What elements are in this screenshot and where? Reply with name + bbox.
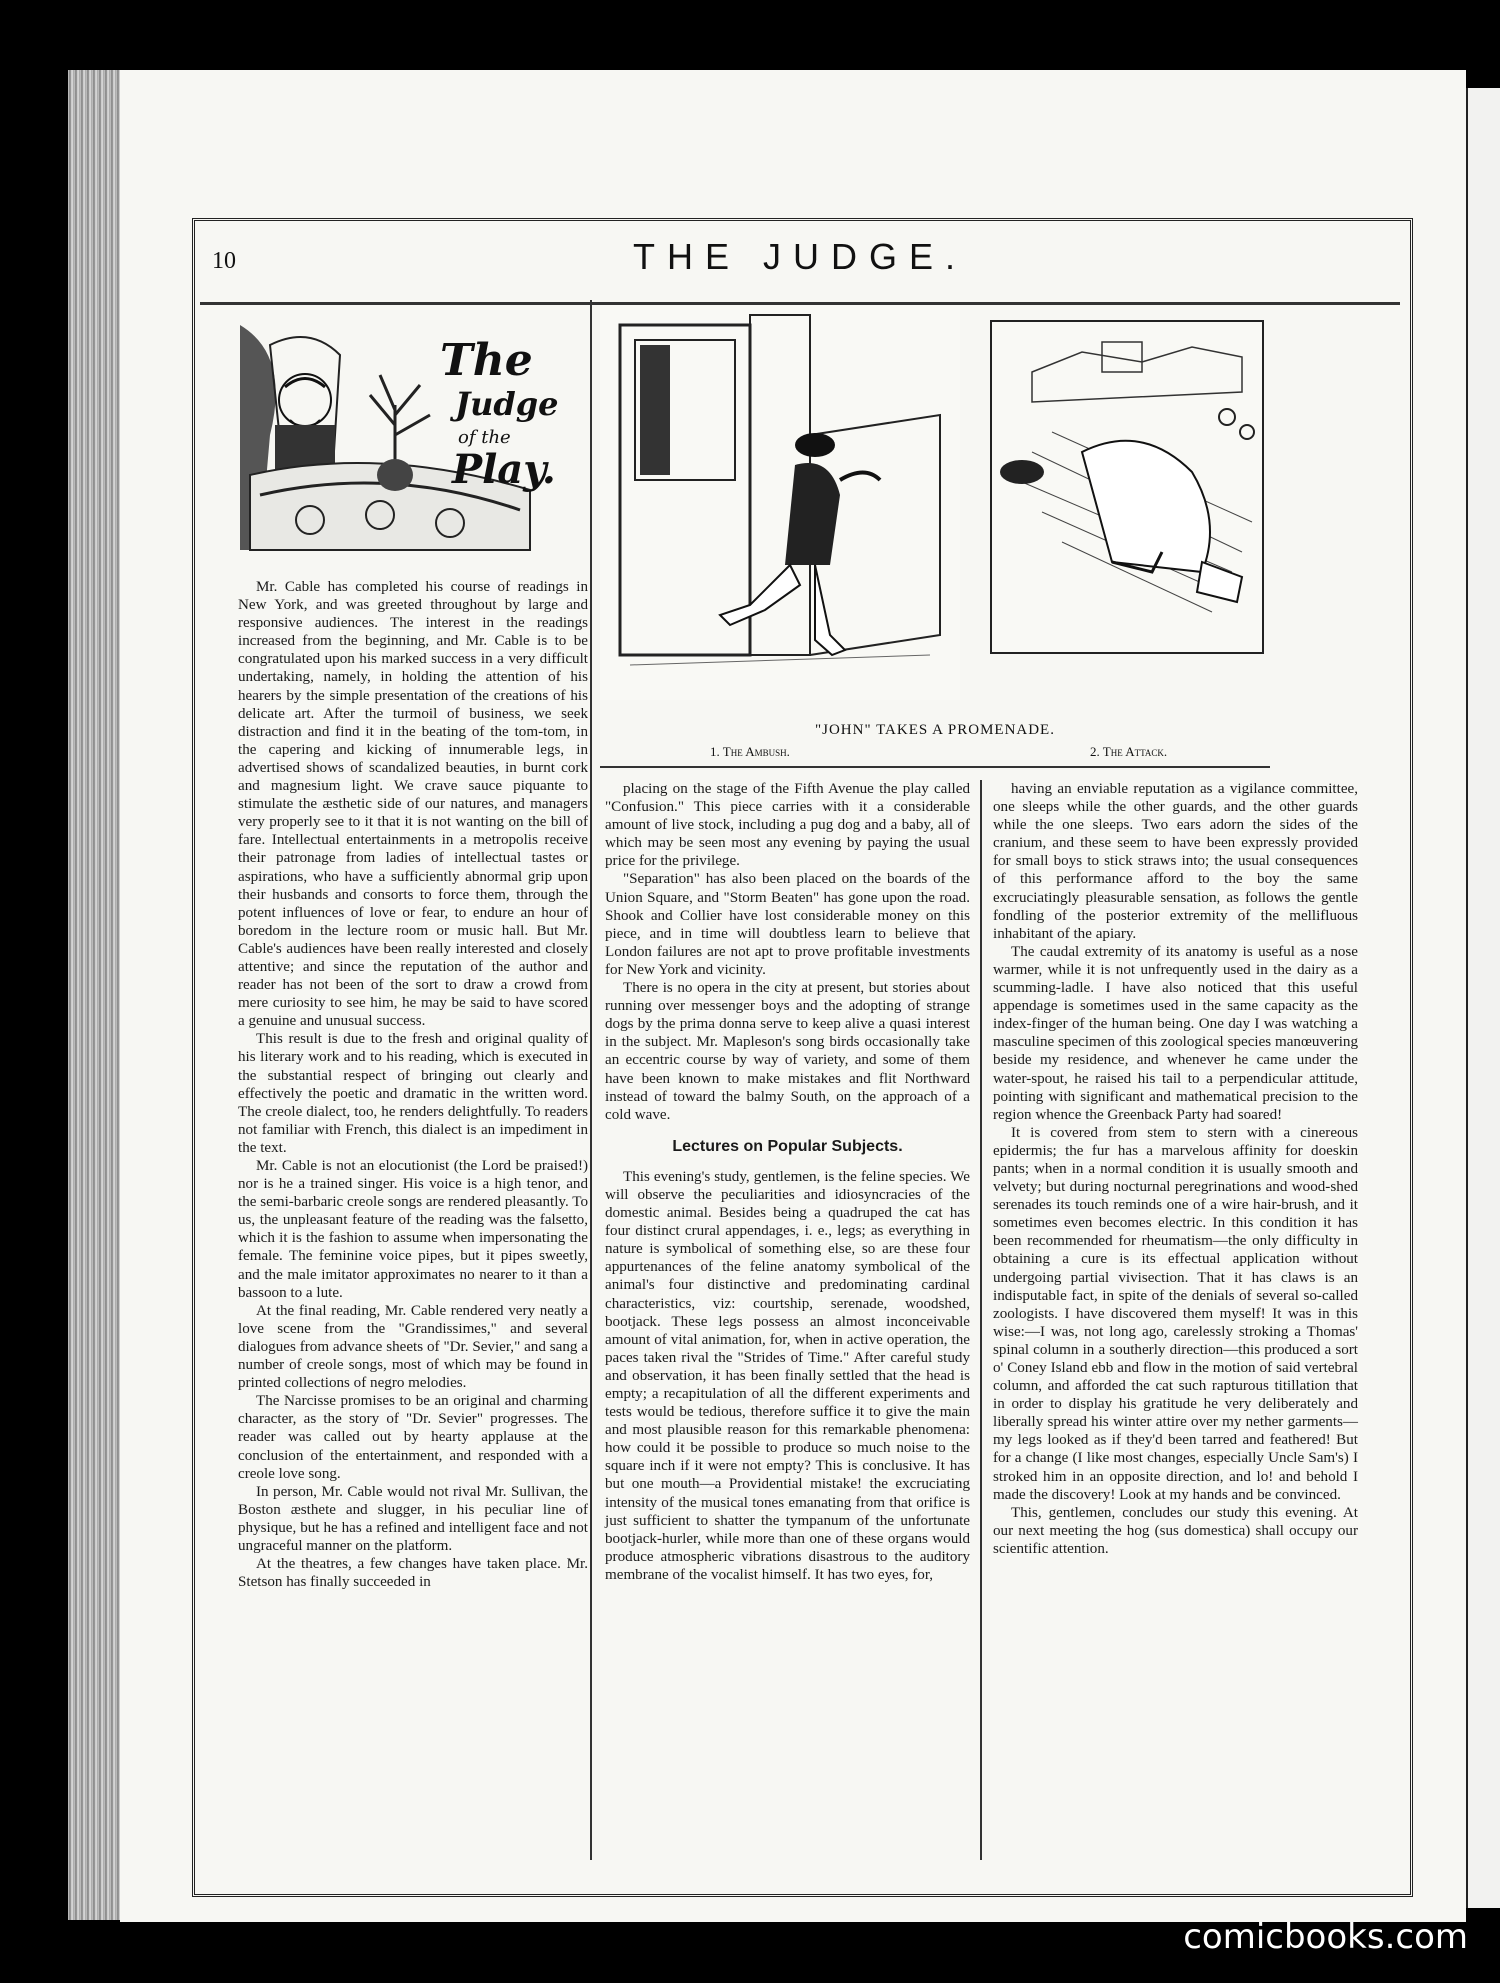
caption-rule	[600, 766, 1270, 768]
cartoon-title: "JOHN" TAKES A PROMENADE.	[815, 722, 1055, 738]
cartoon-caption-1: 1. The Ambush.	[710, 744, 790, 759]
column-1	[238, 578, 588, 1591]
cartoon-panel-ambush	[600, 305, 960, 700]
adjacent-page-edge	[1466, 88, 1500, 1908]
page-header	[200, 228, 1400, 298]
column-rule-1	[590, 300, 592, 1860]
column-rule-2	[980, 780, 982, 1860]
col3-paragraph: The caudal extremity of its anatomy is useful as a nose warmer, while it is not unfrequently used in the dairy as a scumming-ladle. I have also noticed that this useful appendage is sometimes used in the same capacity as the index-finger of the human being. One day I was watching a masculine specimen of this zoological species manœuvering beside my residence, and whenever he came under the water-spout, he raised his tail to a perpendicular attitude, pointing with significant and mathematical precision to the region whence the Greenback Party had soared!	[993, 943, 1358, 1123]
ambush-drawing	[600, 305, 960, 700]
col1-paragraph: Mr. Cable has completed his course of readings in New York, and was greeted throughout by large and responsive audiences. The interest in the readings increased from the beginning, and Mr. Cable is to be congratulated upon his marked success in a very difficult undertaking, namely, in holding the attention of his hearers by the simple presentation of the creations of his delicate art. After the turmoil of business, we seek distraction and find it in the beating of the tom-tom, in the capering and kicking of innumerable legs, in advertised shows of scandalized beauties, in burnt cork and magnesium light. We crave sauce piquante to stimulate the æsthetic side of our natures, and managers very properly see to it that it is not wanting on the bill of fare. Intellectual entertainments in a metropolis receive their patronage from ladies of intellectual tastes or aspirations, who have a sufficiently abnormal grip upon their husbands and consorts to force them, through the potent influences of love or fear, to endure an hour of boredom in the lecture room or music hall. But Mr. Cable's audiences have been really interested and closely attentive; and since the reputation of the author and reader has not been of the sort to draw a crowd from mere curiosity to see him, he may be said to have scored a genuine and unusual success.	[238, 579, 588, 1030]
col3-paragraph: having an enviable reputation as a vigilance committee, one sleeps while the other guards, and the other guards while the one sleeps. Two ears adorn the sides of the cranium, and these seem to have been expressly provided for small boys to stick straws into; the usual consequences of this performance afford to the boy the same excruciatingly pleasurable sensation, as follows the gentle fondling of the posterior extremity of the mellifluous inhabitant of the apiary.	[993, 781, 1358, 942]
col1-paragraph: This result is due to the fresh and original quality of his literary work and to his reading, which is executed in the substantial respect of bringing out clearly and effectively the poetic and dramatic in the written word. The creole dialect, too, he renders delightfully. To readers not familiar with French, this dialect is an impediment in the text.	[238, 1031, 588, 1156]
svg-text:Play.: Play.	[452, 446, 556, 493]
masthead-title: THE JUDGE.	[632, 236, 967, 277]
cartoon-panel-attack	[990, 320, 1264, 654]
col2-paragraph: There is no opera in the city at present, but stories about running over messenger boys and the adopting of strange dogs by the prima donna serve to keep alive a quasi interest in the subject. Mr. Mapleson's song birds occasionally take an eccentric course by way of variety, and some of them have been known to make mistakes and flit Northward instead of toward the balmy South, on the approach of a cold wave.	[605, 980, 970, 1123]
page-number: 10	[212, 248, 236, 274]
column-2	[605, 780, 970, 1584]
col3-paragraph: This, gentlemen, concludes our study this evening. At our next meeting the hog (sus domestica) shall occupy our scientific attention.	[993, 1504, 1358, 1557]
col1-paragraph: The Narcisse promises to be an original and charming character, as the story of "Dr. Sevier" progresses. The reader was called out by hearty applause at the conclusion of the entertainment, and responded with a creole love song.	[238, 1393, 588, 1482]
lecture-paragraph: This evening's study, gentlemen, is the feline species. We will observe the peculiarities and idiosyncracies of the domestic animal. Besides being a quadruped the cat has four distinct crural appendages, i. e., legs; as everything in nature is symbolical of something else, so are these four appurtenances of the feline anatomy symbolical of the animal's four distinctive and predominating cardinal characteristics, viz: courtship, serenade, woodshed, bootjack. These legs possess an almost inconceivable amount of vital animation, for, when in active operation, the paces taken rival the "Strides of Time." After careful study and observation, it has been finally settled that the head is empty; a recapitulation of all the different experiments and tests would be tedious, therefore suffice it to give the main and most plausible reason for this remarkable phenomena: how could it be possible to produce so much noise to the square inch if it were not empty? This is conclusive. It has but one mouth—a Providential mistake! the excruciating intensity of the musical tones emanating from that orifice is just sufficient to shatter the tympanum of the unfortunate bootjack-hurler, while more than one of these organs would produce atmospheric vibrations disastrous to the auditory membrane of the vocalist himself. It has two eyes, for,	[605, 1168, 970, 1583]
cartoon-caption-2: 2. The Attack.	[1090, 744, 1168, 759]
col2-paragraph: "Separation" has also been placed on the boards of the Union Square, and "Storm Beaten" has gone upon the road. Shook and Collier have lost considerable money on this piece, and in time will doubtless learn to believe that London failures are not apt to prove profitable investments for New York and vicinity.	[605, 871, 970, 978]
svg-text:of the: of the	[458, 427, 511, 448]
headpiece-drawing	[230, 315, 560, 555]
book-spine	[68, 70, 120, 1920]
col2-paragraph: placing on the stage of the Fifth Avenue the play called "Confusion." This piece carries with it a considerable amount of live stock, including a pug dog and a baby, all of which may be seen most any evening by paying the usual price for the privilege.	[605, 781, 970, 870]
svg-text:Judge: Judge	[455, 385, 559, 423]
lecture-heading: Lectures on Popular Subjects.	[672, 1137, 903, 1155]
attack-drawing	[992, 322, 1262, 652]
col1-paragraph: At the final reading, Mr. Cable rendered very neatly a love scene from the "Grandissimes," and several dialogues from advance sheets of "Dr. Sevier," and sang a number of creole songs, most of which may be found in printed collections of negro melodies.	[238, 1302, 588, 1392]
col1-paragraph: At the theatres, a few changes have taken place. Mr. Stetson has finally succeeded in	[238, 1556, 588, 1591]
judge-of-the-play-headpiece	[230, 315, 560, 555]
col3-paragraph: It is covered from stem to stern with a cinereous epidermis; the fur has a marvelous affinity for doeskin pants; when in a normal condition it is usually smooth and velvety; but during nocturnal peregrinations and wood-shed serenades its touch reminds one of a wire hair-brush, and it sometimes even becomes electric. In this condition it has been recommended for rheumatism—the only difficulty in obtaining a cure is its effectual application without undergoing partial vivisection. That it has claws is an indisputable fact, in spite of the denials of several so-called zoologists. I have discovered them myself! It was in this wise:—I was, not long ago, carelessly stroking a Thomas' spinal column in a southerly direction—this produced a sort o' Coney Island ebb and flow in the motion of said vertebral column, and afforded the cat such rapturous titillation that in order to display his gratitude he very deliberately and liberally spread his winter attire over my nether garments—my legs looked as if they'd been tarred and feathered! But for a change (I like most changes, especially Uncle Sam's) I stroked him in an opposite direction, and lo! and behold I made the discovery! Look at my hands and be convinced.	[993, 1124, 1358, 1503]
col1-paragraph: In person, Mr. Cable would not rival Mr. Sullivan, the Boston æsthete and slugger, in his peculiar line of physique, but he has a refined and intelligent face and not ungraceful manner on the platform.	[238, 1483, 588, 1554]
svg-text:The: The	[440, 335, 533, 386]
site-watermark: comicbooks.com	[1183, 1917, 1468, 1957]
column-3	[993, 780, 1358, 1558]
col1-paragraph: Mr. Cable is not an elocutionist (the Lord be praised!) nor is he a trained singer. His voice is a high tenor, and the semi-barbaric creole songs are rendered pleasantly. To us, the unpleasant feature of the reading was the falsetto, which it is the fashion to assume when impersonating the female. The feminine voice pipes, but it pipes sweetly, and the male imitator approximates no nearer to it than a bassoon to a lute.	[238, 1158, 588, 1301]
